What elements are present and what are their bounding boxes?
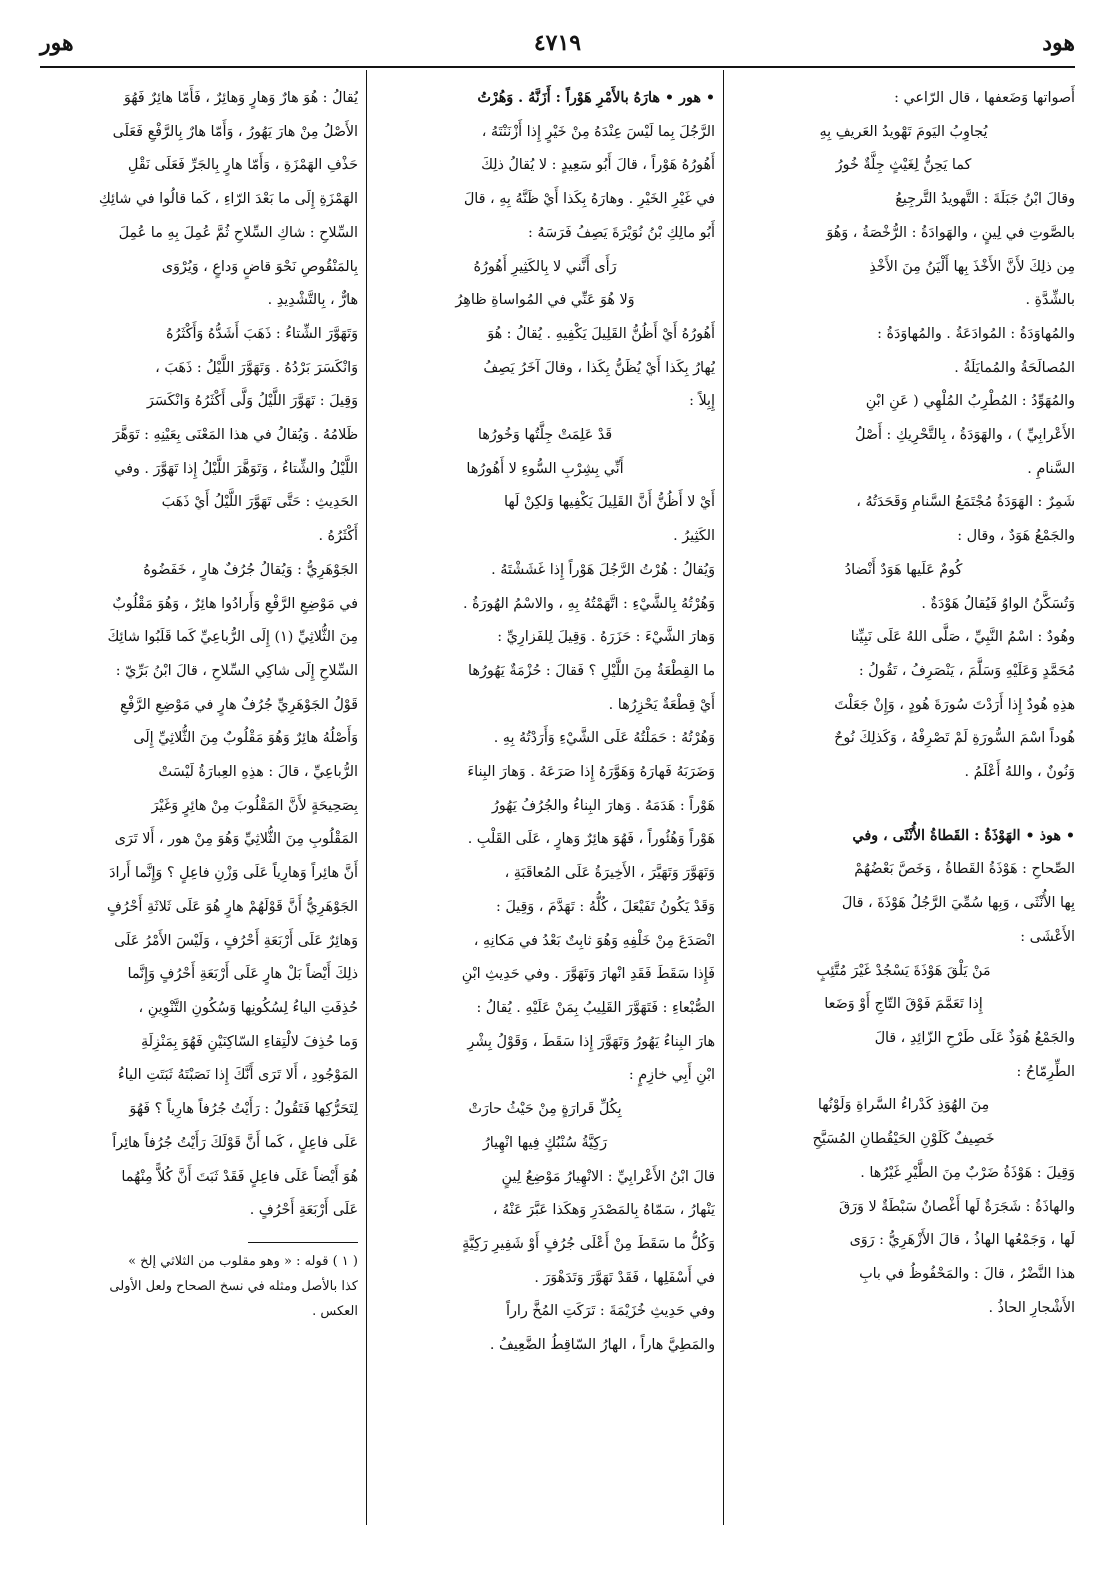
- text-line: والجَمْعُ هَوَدٌ ، وقال :: [957, 528, 1075, 545]
- text-line: كما يَحِنُّ لِغَيْثٍ جِلَّةٌ خُورُ: [835, 157, 972, 174]
- text-line: هُوداً اسْمَ السُّورَةِ لَمْ تَصْرِفْهُ ، وَكَذلِكَ نُوحٌ: [834, 730, 1075, 747]
- text-line: عَلَى فاعِلٍ ، كَما أَنَّ قَوْلَكَ رَأَيْتُ جُرُفاً هائِراً: [112, 1134, 358, 1151]
- text-column-left: [40, 82, 358, 1522]
- header-entry-right: هود: [1042, 30, 1075, 56]
- text-line: وَهُرْتُهُ : حَمَلْتُهُ عَلَى الشَّيْءِ وَأَرَدْتُهُ بِهِ .: [493, 730, 715, 747]
- text-line: الجَوْهَرِيُّ : وَيُقالُ جُرُفٌ هارٍ ، خَفَضُوهُ: [143, 561, 358, 578]
- text-line: الرُّباعِيِّ ، قالَ : هذِهِ العِبارَةُ لَيْسَتْ: [158, 764, 358, 781]
- text-line: وَيُقالُ : هُرْتُ الرَّجُلَ هَوْراً إِذا غَشَشْتَهُ .: [491, 561, 715, 578]
- text-line: مُحَمَّدٍ وَعَلَيْهِ وَسَلَّمَ ، يَنْصَرِفُ ، تَقُولُ :: [858, 662, 1075, 679]
- text-line: الصُّبْعاءِ : فَتَهَوَّرَ القَلِيبُ بِمَنْ عَلَيْهِ . يُقالُ :: [476, 999, 715, 1016]
- text-column-right: [732, 82, 1075, 1522]
- text-line: وَتَهَوَّرَ وَتَهَيَّرَ ، الأَخِيرَةُ عَلَى المُعاقَبَةِ ،: [504, 865, 715, 882]
- text-line: قَوْلُ الجَوْهَرِيِّ جُرُفٌ هارٍ في مَوْضِعِ الرَّفْعِ: [120, 696, 358, 713]
- entry-gap: [732, 790, 1075, 820]
- text-line: شَمِرٌ : الهَوَدَةُ مُجْتَمَعُ السَّنامِ وَقَحَدَتُهُ ،: [856, 494, 1075, 511]
- text-line: ذلِكَ أَيْضاً بَلْ هارٍ عَلَى أَرْبَعَةِ أَحْرُفٍ وَإِنَّما: [127, 966, 358, 983]
- text-line: انْصَدَعَ مِنْ خَلْفِهِ وَهُوَ ثابِتٌ بَعْدُ في مَكانِهِ ،: [473, 932, 715, 949]
- text-line: يُهارُ بِكَذا أَيْ يُظَنُّ بِكَذا ، وقالَ آخَرُ يَصِفُ: [483, 359, 715, 376]
- text-line: • هوذ • الهَوْذَةُ : القَطاةُ الأُنْثَى ، وفي: [852, 827, 1075, 844]
- text-column-middle: [375, 82, 715, 1522]
- page-number: ٤٧١٩: [533, 30, 582, 56]
- text-line: وَهُرْتُهُ بِالشَّيْءِ : اتَّهَمْتُهُ بِهِ ، والاسْمُ الهُورَةُ .: [462, 595, 715, 612]
- text-line: وَكُلُّ ما سَقَطَ مِنْ أَعْلَى جُرُفٍ أَوْ شَفِيرِ رَكِيَّةٍ: [462, 1235, 715, 1252]
- text-line: بالشِّدَّةِ .: [1025, 292, 1075, 309]
- text-line: وفي حَدِيثِ خُزَيْمَةَ : تَرَكَتِ المُخَّ راراً: [505, 1303, 715, 1320]
- text-line: هَوْراً وَهُئُوراً ، فَهُوَ هائِرٌ وَهارٍ ، عَلَى القَلْبِ .: [467, 831, 715, 848]
- text-line: الأَعْرابِيِّ ) ، والهَوَدَةُ ، بِالتَّحْرِيكِ : أَصْلُ: [854, 427, 1075, 444]
- text-line: والمُهاوَدَةُ : المُوادَعَةُ . والمُهاوَدَةُ :: [877, 325, 1075, 342]
- text-line: وَتَهَوَّرَ الشِّتاءُ : ذَهَبَ أَشَدُّهُ وَأَكْثَرُهُ: [165, 325, 358, 342]
- text-line: مِنَ الهُوَذِ كَدْراءُ السَّراةِ وَلَوْنُها: [817, 1097, 990, 1114]
- header-entry-left: هور: [40, 30, 74, 56]
- footnote-rule: [248, 1242, 358, 1243]
- text-line: الكَثِيرُ .: [673, 528, 715, 545]
- text-line: أَكْثَرُهُ .: [318, 528, 358, 545]
- text-line: وَانْكَسَرَ بَرْدُهُ . وَتَهَوَّرَ اللَّيْلُ : ذَهَبَ ،: [155, 359, 358, 376]
- text-line: إِذا تَعَمَّمَ فَوْقَ التّاجِ أَوْ وَضَعا: [824, 996, 983, 1013]
- text-line: يُجاوِبُ اليَومَ تَهْويدُ العَريفِ بِهِ: [819, 123, 988, 140]
- text-line: هارَ البِناءُ يَهُورُ وَتَهَوَّرَ إِذا سَقَطَ ، وَقَوْلُ بِشْرِ: [467, 1033, 715, 1050]
- text-line: حُذِفَتِ الياءُ لِسُكُونِها وَسُكُونِ التَّنْوِينِ ،: [138, 999, 358, 1016]
- footnote-line: ( ١ ) قوله : « وهو مقلوب من الثلاثي إلخ »: [128, 1253, 358, 1269]
- text-line: الطِّرِمّاحُ :: [1016, 1063, 1075, 1080]
- text-line: وهُودٌ : اسْمُ النَّبِيِّ ، صَلَّى اللهُ عَلَى نَبِيِّنا: [850, 629, 1075, 646]
- text-line: بِالمَنْقُوصِ نَحْوَ قاضٍ وَداعٍ ، وَيُرْوَى: [161, 258, 358, 275]
- text-line: مِن ذلِكَ لأَنَّ الأَخْذَ بِها أَلْيَنُ مِنَ الأَخْذِ: [869, 258, 1075, 275]
- text-line: وَضَرَبَهُ فَهارَهُ وَهَوَّرَهُ إِذا صَرَعَهُ . وَهارَ البِناءَ: [467, 764, 715, 781]
- text-line: وَقِيلَ : تَهَوَّرَ اللَّيْلُ وَلَّى أَكْثَرُهُ وَانْكَسَرَ: [146, 393, 358, 410]
- text-line: لَها ، وَجَمْعُها الهاذُ ، قالَ الأَزْهَرِيُّ : رَوَى: [849, 1232, 1075, 1249]
- text-line: السَّنامِ .: [1027, 460, 1075, 477]
- text-line: والمَطِيَّ هاراً ، الهارُ السّاقِطُ الضَّعِيفُ .: [489, 1337, 715, 1354]
- text-line: السِّلاحِ إِلَى شاكِي السِّلاحِ ، قالَ ابْنُ بَرِّيّ :: [115, 662, 358, 679]
- text-line: الرَّجُلَ بِما لَيْسَ عِنْدَهُ مِنْ خَيْرٍ إِذا أَزْنَنْتَهُ ،: [481, 123, 715, 140]
- text-line: وَهائِرٌ عَلَى أَرْبَعَةِ أَحْرُفٍ ، وَلَيْسَ الأَمْرُ عَلَى: [114, 932, 358, 949]
- text-line: الأَصْلُ مِنْ هارَ يَهُورُ ، وَأَمّا هارٌ بِالرَّفْعِ فَعَلَى: [112, 123, 358, 140]
- text-line: رَأَى أَنَّني لا بِالكَثِيرِ أَهُورُهُ: [473, 258, 617, 275]
- text-line: في مَوْضِعِ الرَّفْعِ وَأَرادُوا هائِرٌ ، وَهُوَ مَقْلُوبٌ: [112, 595, 358, 612]
- text-line: الحَدِيثِ : حَتَّى تَهَوَّرَ اللَّيْلُ أَيْ ذَهَبَ: [161, 494, 358, 511]
- text-line: خَصِيفٌ كَلَوْنِ الحَيْقُطانِ المُسَيَّحِ: [812, 1131, 995, 1148]
- text-line: بِكُلِّ قَرارَةٍ مِنْ حَيْثُ حارَتْ: [468, 1101, 622, 1118]
- text-line: المَوْجُودِ ، أَلا تَرَى أَنَّكَ إِذا نَصَبْتَهُ ثَبَتَتِ الياءُ: [117, 1067, 358, 1084]
- text-line: الأَشْجارِ الحاذُ .: [988, 1299, 1075, 1316]
- text-line: هذِهِ هُودٌ إِذا أَرَدْتَ سُورَةَ هُودٍ ، وَإِنْ جَعَلْتَ: [834, 696, 1075, 713]
- text-line: الأَعْشَى :: [1020, 928, 1075, 945]
- text-line: هارٌّ ، بِالتَّشْدِيدِ .: [267, 292, 358, 309]
- text-line: وَتُسَكَّنُ الواوُ فَيُقالُ هَوْدَةٌ .: [921, 595, 1075, 612]
- text-line: بِصَحِيحَةٍ لأَنَّ المَقْلُوبَ مِنْ هائِرٍ وَغَيْرَ: [151, 797, 358, 814]
- text-line: كُومٌ عَلَيها هَوَدٌ أَنْضادُ: [844, 561, 963, 578]
- text-line: وَقِيلَ : هَوْذَةُ ضَرْبٌ مِنَ الطَّيْرِ غَيْرُها .: [860, 1164, 1075, 1181]
- text-line: وَأَصْلُهُ هائِرٌ وَهُوَ مَقْلُوبٌ مِنَ الثُّلاثِيِّ إِلَى: [133, 730, 358, 747]
- text-line: السِّلاحِ : شاكِ السِّلاحِ ثُمَّ عُمِلَ بِهِ ما عُمِلَ: [118, 224, 358, 241]
- text-line: أَبُو مالِكِ بْنُ نُوَيْرَةَ يَصِفُ فَرَسَهُ :: [528, 224, 715, 241]
- text-line: حَذْفِ الهَمْزَةِ ، وَأَمّا هارٍ بِالجَرِّ فَعَلَى نَقْلِ: [127, 157, 358, 174]
- text-line: وَلا هُوَ عَنِّي في المُواساةِ ظاهِرُ: [455, 292, 635, 309]
- text-line: إِبِلاً :: [689, 393, 715, 410]
- text-line: في غَيْرِ الخَيْرِ . وهارَهُ بِكَذا أَيْ ظَنَّهُ بِهِ ، قالَ: [463, 191, 715, 208]
- text-line: وَهارَ الشَّيْءَ : حَزَرَهُ . وَقِيلَ لِلفَزارِيِّ :: [497, 629, 715, 646]
- text-line: لِتَحَرُّكِها فَتَقُولُ : رَأَيْتُ جُرُفاً هارِياً ؟ فَهُوَ: [129, 1101, 358, 1118]
- text-line: وَنُونٌ ، واللهُ أَعْلَمُ .: [964, 764, 1075, 781]
- text-line: في أَسْفَلِها ، فَقَدْ تَهَوَّرَ وَتَدَهْوَرَ .: [534, 1269, 715, 1286]
- footnote-line: العكس .: [312, 1303, 358, 1319]
- text-line: هَوْراً : هَدَمَهُ . وَهارَ البِناءُ والجُرُفُ يَهُورُ: [491, 797, 715, 814]
- text-line: وَقَدْ يَكُونُ تَفَيْعَلَ ، كُلُّهُ : تَهَدَّمَ ، وَقِيلَ :: [495, 898, 715, 915]
- text-line: الجَوْهَرِيُّ أَنَّ قَوْلَهُمْ هارٍ هُوَ عَلَى ثَلاثَةِ أَحْرُفٍ: [106, 898, 358, 915]
- column-divider-1: [723, 70, 724, 1525]
- text-line: فَإِذا سَقَطَ فَقَدِ انْهارَ وَتَهَوَّرَ . وفي حَدِيثِ ابْنِ: [461, 966, 715, 983]
- text-line: مِنَ الثُّلاثِيِّ (١) إِلَى الرُّباعِيِّ كَما قَلَبُوا شائِكَ: [107, 629, 358, 646]
- text-line: رَكِيَّةُ سُنْبُكٍ فِيها انْهِيارُ: [482, 1134, 608, 1151]
- text-line: وَما حُذِفَ لالْتِقاءِ السّاكِنَيْنِ فَهُوَ بِمَنْزِلَةِ: [141, 1033, 358, 1050]
- text-line: وقالَ ابْنُ جَبَلَةَ : التَّهويدُ التَّرجِيعُ: [895, 191, 1075, 208]
- text-line: أَيْ قِطْعَةٌ يَحْزِرُها .: [608, 696, 715, 713]
- text-line: يَنْهارُ ، سَمّاهُ بِالمَصْدَرِ وَهكَذا عَبَّرَ عَنْهُ ،: [492, 1202, 715, 1219]
- text-line: ابْنِ أَبِي خازِمٍ :: [628, 1067, 715, 1084]
- page-header: [40, 30, 1075, 64]
- text-line: والهاذَةُ : شَجَرَةٌ لَها أَغْصانٌ سَبْطَةٌ لا وَرَقَ: [839, 1198, 1075, 1215]
- footnote-line: كذا بالأصل ومثله في نسخ الصحاح ولعل الأولى: [109, 1278, 358, 1294]
- text-line: بالصَّوتِ في لِينٍ ، والهَوادَةُ : الرُّخْصَةُ ، وَهُوَ: [826, 224, 1075, 241]
- text-line: أَيْ لا أَظُنُّ أَنَّ القَلِيلَ يَكْفِيها وَلكِنْ لَها: [504, 494, 715, 511]
- text-line: ظَلامُهُ . وَيُقالُ في هذا المَعْنَى بِعَيْنِهِ : تَوَهَّرَ: [112, 427, 358, 444]
- text-line: والمُهَوِّدُ : المُطْرِبُ المُلْهِي ( عَنِ ابْنِ: [865, 393, 1075, 410]
- text-line: هُوَ أَيْضاً عَلَى فاعِلٍ فَقَدْ ثَبَتَ أَنَّ كُلاًّ مِنْهُما: [121, 1168, 358, 1185]
- text-line: المَقْلُوبِ مِنَ الثُّلاثِيِّ وَهُوَ مِنْ هور ، أَلا تَرَى: [114, 831, 358, 848]
- text-line: أَنَّ هائِراً وَهارِياً عَلَى وَزْنِ فاعِلٍ ؟ وَإِنَّما أَرادَ: [109, 865, 358, 882]
- text-line: أَصواتها وَضَعفها ، قال الرّاعي :: [894, 90, 1075, 106]
- column-divider-2: [366, 70, 367, 1525]
- text-line: يُقالُ : هُوَ هارٌ وَهارٍ وَهائِرٌ ، فَأَمّا هائِرٌ فَهُوَ: [123, 90, 358, 106]
- text-line: قالَ ابْنُ الأَعْرابِيِّ : الانْهِيارُ مَوْضِعُ لِينٍ: [501, 1168, 715, 1185]
- text-line: أَهُورُهُ أَيْ أَظُنُّ القَلِيلَ يَكْفِيهِ . يُقالُ : هُوَ: [487, 325, 715, 342]
- text-line: مَنْ يَلْقَ هَوْذَةَ يَسْجُدْ غَيْرَ مُتَّئِبٍ: [816, 962, 991, 979]
- header-rule: [40, 66, 1075, 68]
- text-line: المُصالَحَةُ والمُمايَلَةُ .: [954, 359, 1075, 376]
- text-line: هذا النَّضْرُ ، قالَ : والمَحْفُوظُ في بابِ: [859, 1265, 1075, 1282]
- text-line: قَدْ عَلِمَتْ جِلَّتُها وَخُورُها: [477, 427, 613, 444]
- text-line: الهَمْزَةِ إِلَى ما بَعْدَ الرّاءِ ، كَما قالُوا في شائِكِ: [98, 191, 358, 208]
- text-line: ما القِطْعَةُ مِنَ اللَّيْلِ ؟ فَقالَ : حُزْمَةٌ يَهُورُها: [468, 662, 715, 679]
- text-line: اللَّيْلُ والشِّتاءُ ، وَتَوَهَّرَ اللَّيْلُ إِذا تَهَوَّرَ . وفي: [114, 460, 358, 477]
- text-line: بِها الأُنْثَى ، وَبِها سُمِّيَ الرَّجُلُ هَوْذَةَ ، قالَ: [841, 895, 1075, 912]
- text-line: أَنِّي بِشِرْبِ السُّوءِ لا أَهُورُها: [466, 460, 624, 477]
- text-line: • هور • هارَهُ بالأَمْرِ هَوْراً : أَزَنَّهُ . وَهُرْتُ: [477, 90, 715, 106]
- text-line: عَلَى أَرْبَعَةِ أَحْرُفٍ .: [249, 1202, 358, 1219]
- text-line: والجَمْعُ هُوَذٌ عَلَى طَرْحِ الزّائِدِ ، قالَ: [874, 1029, 1075, 1046]
- text-line: أَهُورُهُ هَوْراً ، قالَ أَبُو سَعِيدٍ : لا يُقالُ ذلِكَ: [481, 157, 715, 174]
- text-line: الصِّحاحِ : هَوْذَةُ القَطاةُ ، وَخَصَّ بَعْضُهُمْ: [854, 861, 1075, 878]
